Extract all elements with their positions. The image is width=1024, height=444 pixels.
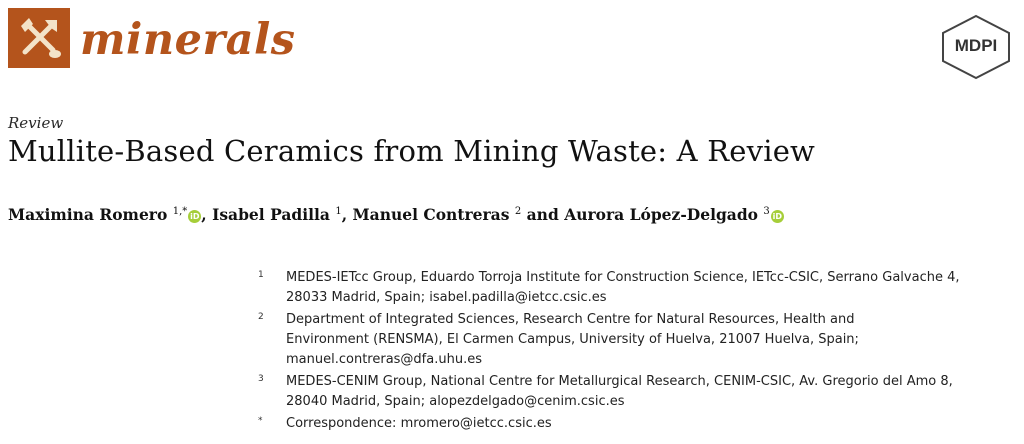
author-name[interactable]: Aurora López-Delgado [564, 205, 759, 224]
correspondence-line: Correspondence: mromero@ietcc.csic.es [286, 416, 552, 431]
affiliation-list [258, 268, 1008, 436]
author-affiliation-marker: 1,* [172, 206, 188, 217]
author-separator: and [521, 205, 565, 224]
affiliation-line: 28033 Madrid, Spain; isabel.padilla@ietcc.csic.es [286, 290, 607, 305]
author-name[interactable]: Manuel Contreras [352, 205, 510, 224]
correspondence-marker: * [258, 416, 263, 426]
affiliation-line: MEDES-IETcc Group, Eduardo Torroja Institute for Construction Science, IETcc-CSIC, Serrano Galvache 4, [286, 270, 960, 285]
affiliation-number: 1 [258, 270, 264, 280]
affiliation-item [258, 310, 1008, 370]
affiliation-line: Department of Integrated Sciences, Research Centre for Natural Resources, Health and [286, 312, 855, 327]
author-affiliation-marker: 1 [335, 206, 342, 217]
orcid-icon[interactable]: iD [190, 212, 200, 221]
affiliation-number: 3 [258, 374, 264, 384]
publisher-logo[interactable] [940, 14, 1012, 80]
author-name[interactable]: Isabel Padilla [212, 205, 330, 224]
article-title: Mullite-Based Ceramics from Mining Waste: A Review [8, 134, 816, 168]
article-type: Review [8, 114, 64, 132]
author-affiliation-marker: 2 [514, 206, 522, 217]
affiliation-line: MEDES-CENIM Group, National Centre for Metallurgical Research, CENIM-CSIC, Av. Gregorio del Amo 8, [286, 374, 953, 389]
affiliation-item [258, 372, 1008, 412]
journal-header [8, 8, 1016, 68]
author-list [8, 205, 784, 224]
affiliation-number: 2 [258, 312, 264, 322]
publisher-name: MDPI [954, 36, 998, 55]
author-name[interactable]: Maximina Romero [8, 205, 168, 224]
affiliation-line: Environment (RENSMA), El Carmen Campus, University of Huelva, 21007 Huelva, Spain; [286, 332, 859, 347]
author-separator: , [341, 205, 353, 224]
author-separator: , [201, 205, 213, 224]
orcid-icon[interactable]: iD [772, 212, 782, 221]
journal-name[interactable]: minerals [80, 15, 296, 65]
crossed-tools-icon [15, 14, 63, 62]
journal-logo [8, 8, 70, 68]
correspondence-item [258, 414, 1008, 434]
author-affiliation-marker: 3 [763, 206, 770, 217]
affiliation-line: manuel.contreras@dfa.uhu.es [286, 352, 482, 367]
affiliation-item [258, 268, 1008, 308]
affiliation-line: 28040 Madrid, Spain; alopezdelgado@cenim.csic.es [286, 394, 625, 409]
